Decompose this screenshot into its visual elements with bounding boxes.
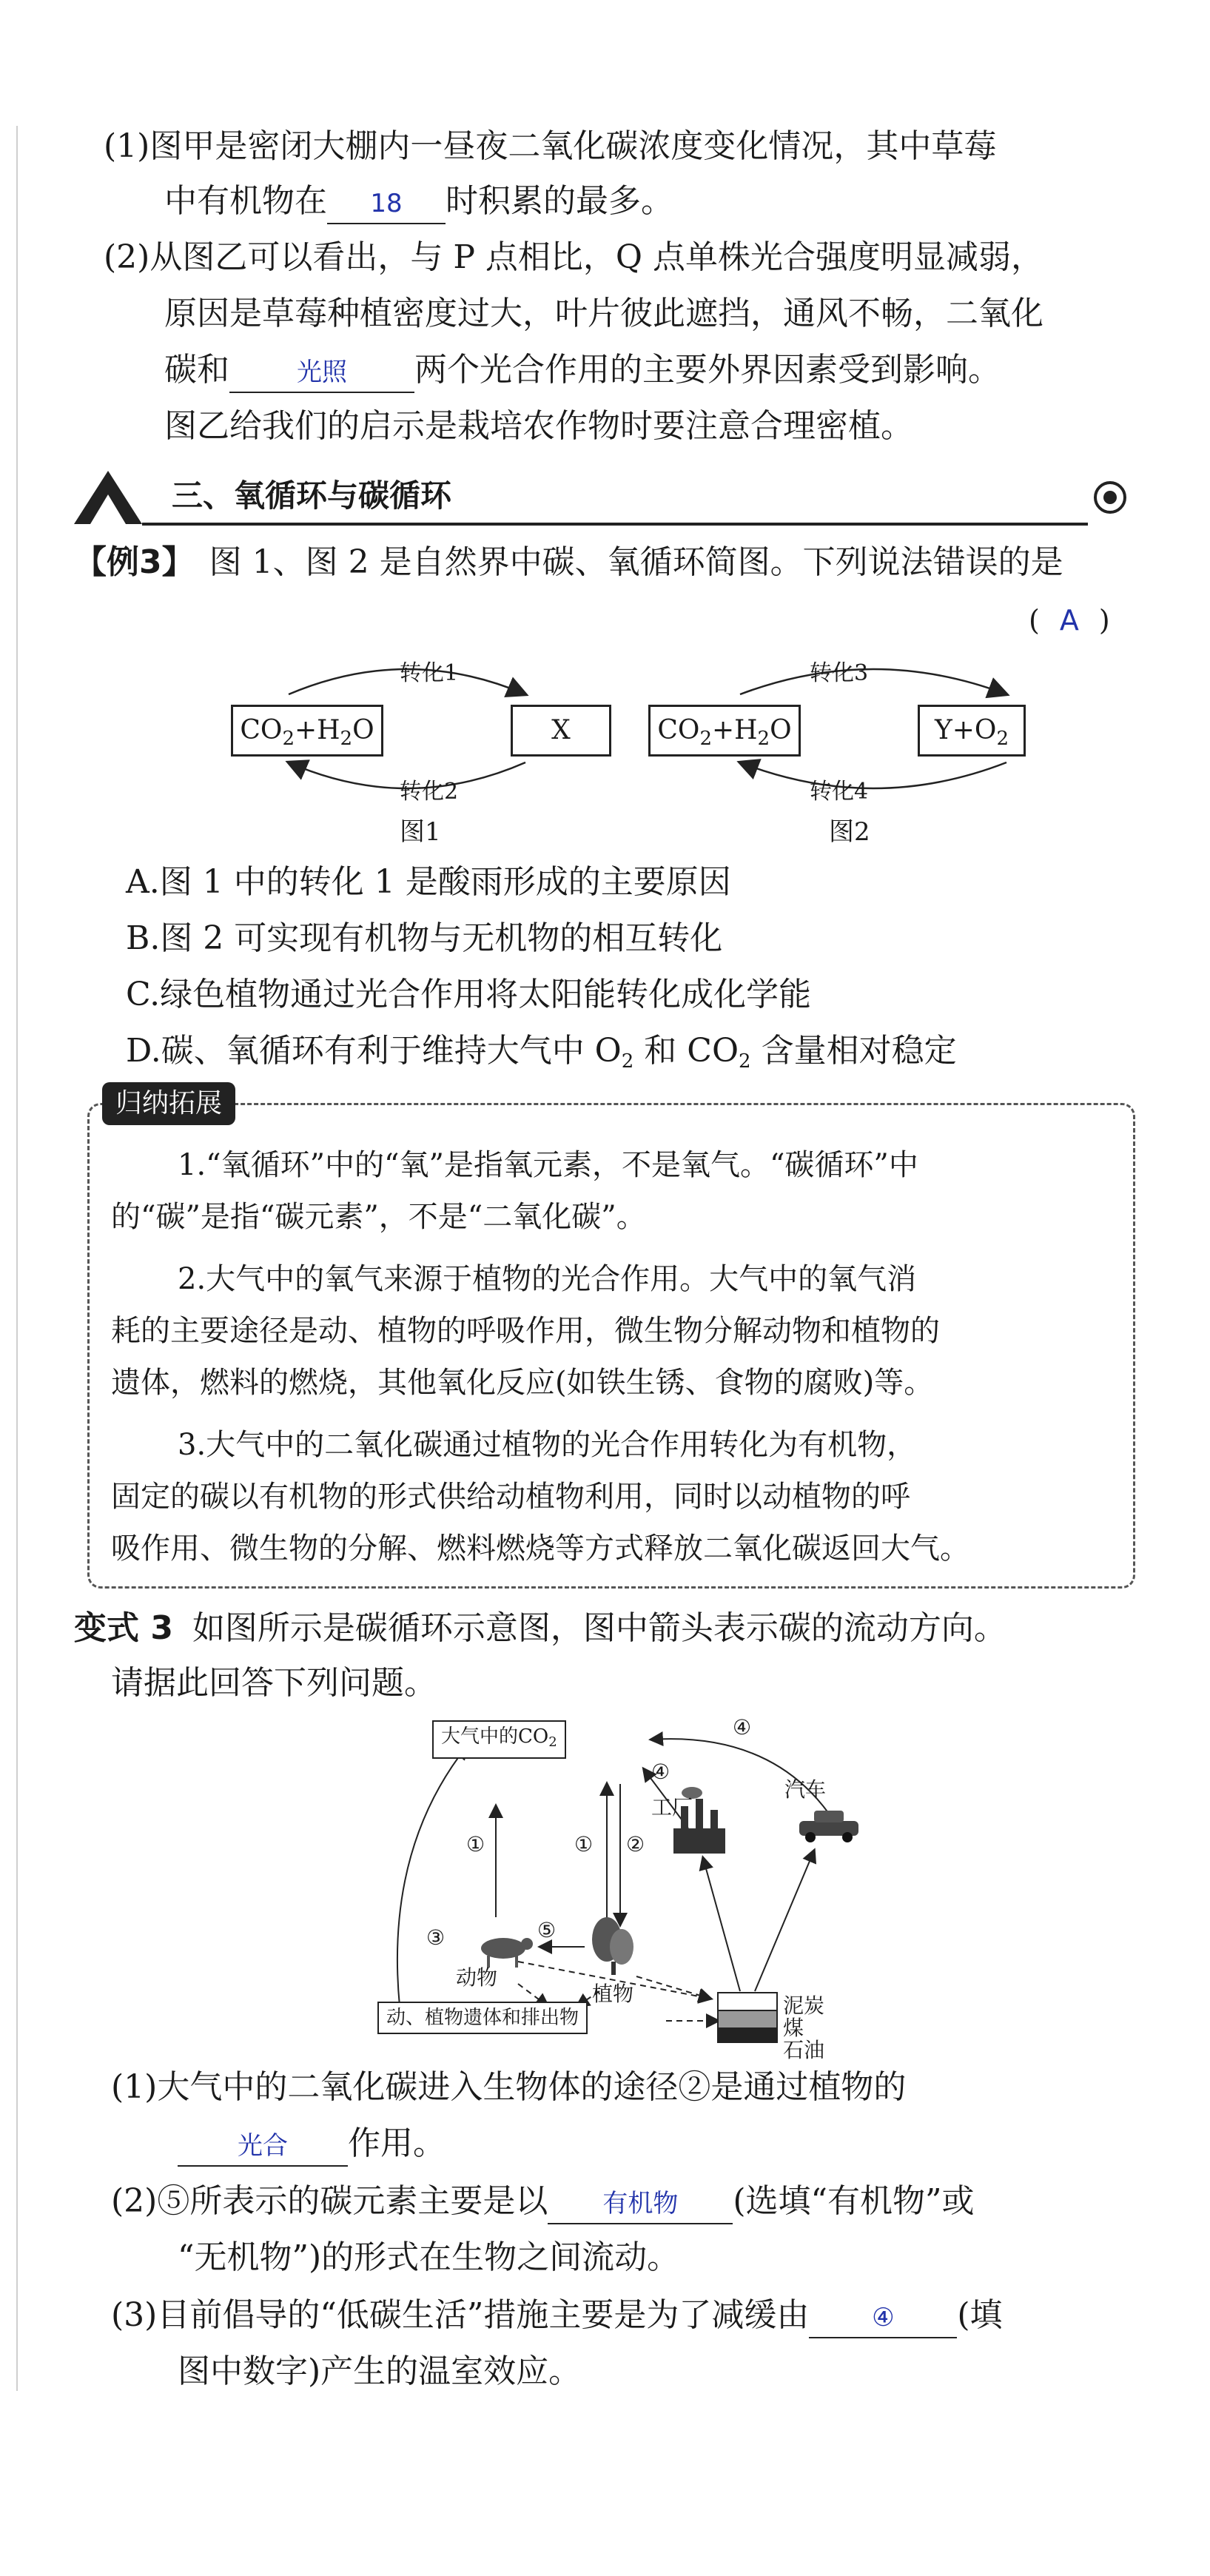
formula-sub: 2 [757,728,770,750]
answer-blank[interactable]: 18 [327,184,446,224]
fig1-left-box [231,705,383,757]
cow-icon [481,1938,533,1968]
v3-q3-line-1 [111,2293,1003,2338]
answer-text[interactable]: A [1059,604,1079,637]
mark-4a: ④ [733,1715,752,1740]
formula-sub: 2 [282,728,295,750]
formula-sub: 2 [996,728,1009,750]
question-text: 图 1、图 2 是自然界中碳、氧循环简图。下列说法错误的是 [209,543,1063,581]
mark-1b: ① [574,1832,594,1856]
fig2-caption: 图2 [829,817,870,847]
v3-q2-line-1 [111,2179,974,2224]
variant3-stem-2: 请据此回答下列问题。 [111,1664,437,1702]
answer-blank[interactable]: 光合 [178,2127,348,2167]
example-tag: 【例3】 [74,543,195,581]
mark-1a: ① [466,1832,485,1856]
option-text: D.碳、氧循环有利于维持大气中 O [126,1032,622,1070]
inductive-p1b: 的“碳”是指“碳元素”，不是“二氧化碳”。 [111,1200,646,1234]
option-text: 含量相对稳定 [750,1032,957,1070]
inductive-p2a: 2.大气中的氧气来源于植物的光合作用。大气中的氧气消 [178,1262,917,1296]
formula-sub: 2 [621,1050,634,1073]
formula-sub: 2 [699,728,712,750]
fuel-oil: 石油 [783,2038,825,2062]
factory-label: 工厂 [651,1795,693,1819]
question-text: 碳和 [164,351,229,389]
option-c[interactable]: C.绿色植物通过光合作用将太阳能转化成化学能 [126,976,812,1013]
fuel-coal: 煤 [783,2016,804,2040]
formula: +H [294,715,340,745]
option-b[interactable]: B.图 2 可实现有机物与无机物的相互转化 [126,919,723,957]
fig2-arrow-top [740,669,1006,694]
q1-line-2 [164,179,673,224]
q2-line-2 [164,292,1043,336]
question-text: 中有机物在 [164,182,327,220]
q2-line-1 [104,235,1043,280]
mark-2: ② [626,1832,645,1856]
margin-rule [16,126,18,2391]
fig1-caption: 图1 [400,817,441,847]
fig2-right-box [918,705,1026,757]
car-icon [799,1811,858,1842]
example3-answer [1029,598,1110,643]
fuel-peat: 泥炭 [783,1993,825,2018]
fig1-right-box: X [511,705,611,757]
formula: +H [711,715,758,745]
question-text: 两个光合作用的主要外界因素受到影响。 [414,351,1001,389]
answer-blank[interactable]: ④ [809,2298,957,2338]
mark-4b: ④ [651,1760,670,1784]
formula: CO [657,715,700,745]
answer-blank[interactable]: 光照 [229,353,414,393]
question-text: 原因是草莓种植密度过大，叶片彼此遮挡，通风不畅，二氧化 [164,295,1043,332]
fig2-top-label: 转化3 [810,660,869,686]
section-title: 三、氧循环与碳循环 [172,477,452,514]
answer-blank[interactable]: 有机物 [548,2184,733,2224]
formula-sub: 2 [340,728,353,750]
plant-label: 植物 [592,1982,634,2006]
question-text: (选填“有机物”或 [733,2182,975,2220]
inductive-p1a: 1.“氧循环”中的“氧”是指氧元素，不是氧气。“碳循环”中 [178,1148,918,1182]
q2-line-3 [164,348,1001,393]
formula-sub: 2 [739,1050,751,1073]
question-number: (2) [111,2182,158,2220]
inductive-p2c: 遗体，燃料的燃烧，其他氧化反应(如铁生锈、食物的腐败)等。 [111,1366,934,1400]
formula: CO [240,715,283,745]
option-a[interactable]: A.图 1 中的转化 1 是酸雨形成的主要原因 [126,863,731,901]
variant-tag: 变式 3 [74,1609,173,1647]
bracket: ) [1098,604,1110,637]
question-text: 图甲是密闭大棚内一昼夜二氧化碳浓度变化情况，其中草莓 [149,127,997,165]
question-text: 从图乙可以看出，与 P 点相比，Q 点单株光合强度明显减弱， [149,238,1043,276]
formula: Y+O [935,715,997,745]
question-number: (3) [111,2296,158,2334]
mark-3: ③ [426,1925,446,1950]
fig2-bottom-label: 转化4 [810,779,869,805]
inductive-p2b: 耗的主要途径是动、植物的呼吸作用，微生物分解动物和植物的 [111,1314,940,1348]
v3-q2-line-2: “无机物”)的形式在生物之间流动。 [178,2238,680,2276]
question-text: ⑤所表示的碳元素主要是以 [157,2182,548,2220]
fig1-top-label: 转化1 [400,660,459,686]
atmosphere-co2-box [432,1720,566,1759]
question-text: 如图所示是碳循环示意图，图中箭头表示碳的流动方向。 [192,1609,1006,1647]
question-text: 图乙给我们的启示是栽培农作物时要注意合理密植。 [164,407,913,445]
label: 大气中的CO [441,1725,549,1748]
question-text: 作用。 [348,2124,446,2162]
formula-sub: 2 [548,1734,557,1750]
inductive-p3b: 固定的碳以有机物的形式供给动植物利用，同时以动植物的呼 [111,1480,910,1514]
inductive-p3c: 吸作用、微生物的分解、燃料燃烧等方式释放二氧化碳返回大气。 [111,1532,969,1566]
q2-line-4 [164,404,913,449]
v3-q3-line-2: 图中数字)产生的温室效应。 [178,2352,582,2390]
formula: O [352,715,374,745]
inductive-tag: 归纳拓展 [102,1082,235,1125]
fig1-bottom-label: 转化2 [400,779,459,805]
question-number: (1) [104,127,150,165]
question-text: 时积累的最多。 [446,182,673,220]
question-text: (填 [957,2296,1003,2334]
example3-stem [74,540,1063,585]
animal-label: 动物 [456,1965,498,1990]
formula: O [770,715,792,745]
fig2-arrow-bottom [740,762,1006,788]
mark-5: ⑤ [537,1918,557,1942]
option-d[interactable] [126,1029,957,1084]
question-number: (1) [111,2068,158,2106]
option-text: 和 CO [633,1032,739,1070]
car-label: 汽车 [784,1777,827,1802]
question-text: 目前倡导的“低碳生活”措施主要是为了减缓由 [157,2296,810,2334]
v3-q1-line-2 [178,2121,446,2167]
v3-q1-line-1 [111,2065,906,2110]
variant3-stem-1 [74,1606,1006,1651]
fig2-left-box [648,705,801,757]
tree-icon [592,1917,633,1975]
remains-box: 动、植物遗体和排出物 [377,2002,588,2034]
inductive-p3a: 3.大气中的二氧化碳通过植物的光合作用转化为有机物， [178,1428,917,1462]
question-text: 大气中的二氧化碳进入生物体的途径②是通过植物的 [157,2068,907,2106]
question-number: (2) [104,238,150,276]
bracket: ( [1029,604,1040,637]
q1-line-1 [104,124,996,169]
